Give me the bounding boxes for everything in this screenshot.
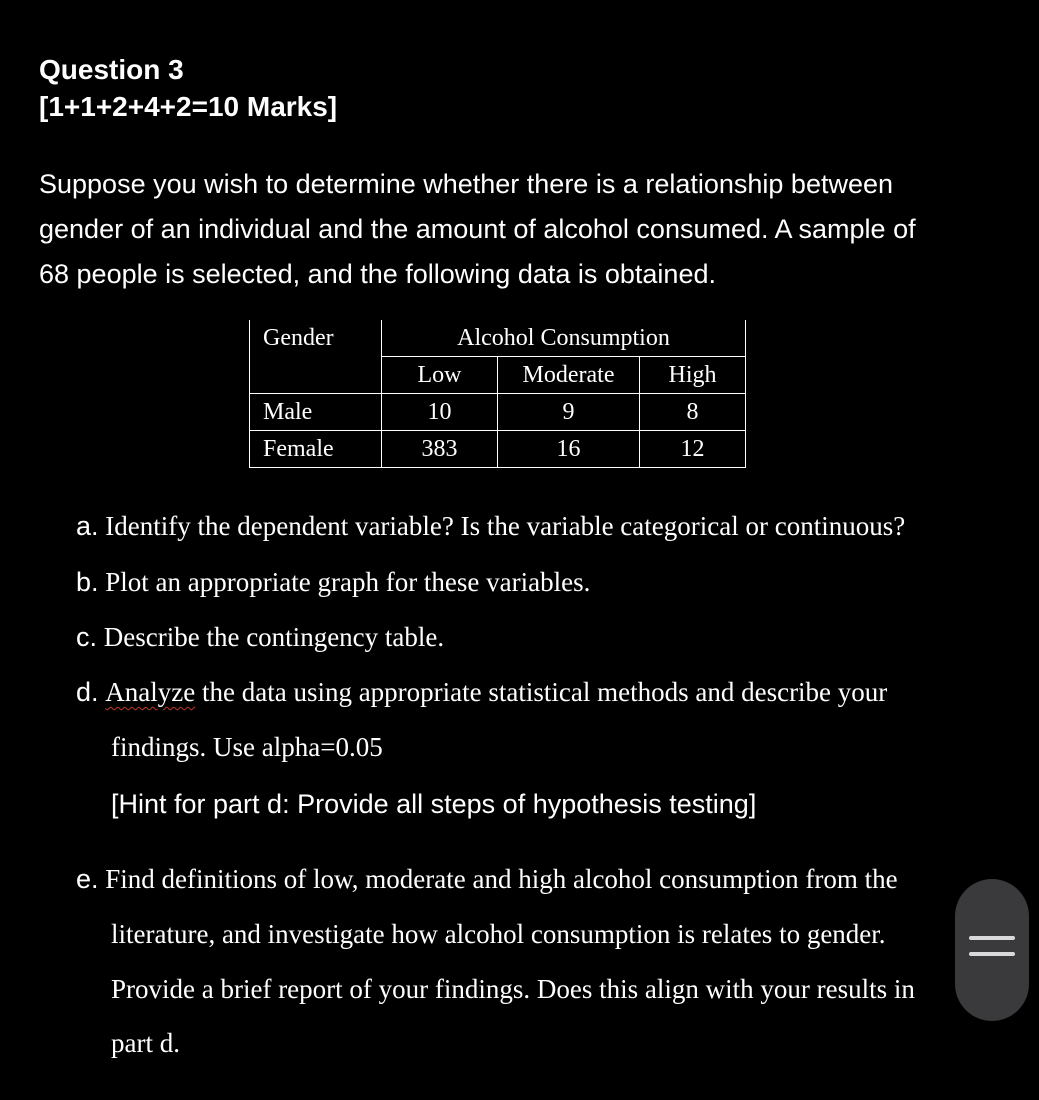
- cell-male-moderate: 9: [498, 394, 640, 431]
- intro-line-1: Suppose you wish to determine whether there is a relationship between: [39, 169, 894, 199]
- cell-female-moderate: 16: [498, 431, 640, 468]
- intro-line-2: gender of an individual and the amount of alcohol consumed. A sample of: [39, 214, 916, 244]
- drag-handle[interactable]: [955, 879, 1029, 1021]
- table-header-row: [250, 320, 746, 357]
- item-b-text: Plot an appropriate graph for these variables.: [105, 567, 591, 597]
- item-c-label: c.: [76, 622, 98, 652]
- item-a-label: a.: [76, 511, 99, 541]
- item-c-text: Describe the contingency table.: [103, 622, 445, 652]
- item-d: [76, 674, 887, 710]
- item-e-line-3: Provide a brief report of your findings. Does this align with your results in: [111, 974, 915, 1004]
- question-marks: [1+1+2+4+2=10 Marks]: [39, 91, 338, 122]
- row-label-male: Male: [250, 394, 382, 431]
- item-a-text: Identify the dependent variable? Is the variable categorical or continuous?: [105, 511, 906, 541]
- cell-female-high: 12: [640, 431, 746, 468]
- cell-male-low: 10: [382, 394, 498, 431]
- gender-header-blank: [250, 357, 382, 394]
- item-a: [76, 508, 905, 544]
- item-e: [76, 861, 898, 897]
- item-c: [76, 619, 444, 655]
- cell-female-low: 383: [382, 431, 498, 468]
- cell-male-high: 8: [640, 394, 746, 431]
- item-b-label: b.: [76, 567, 99, 597]
- handle-grip-icon: [969, 936, 1015, 940]
- column-header-high: High: [640, 357, 746, 394]
- gender-header: Gender: [250, 320, 382, 357]
- item-d-hint: [Hint for part d: Provide all steps of hypothesis testing]: [111, 789, 757, 819]
- item-e-line-4: part d.: [111, 1028, 180, 1058]
- table-row: [250, 431, 746, 468]
- contingency-table: [249, 320, 746, 468]
- question-title: Question 3: [39, 54, 184, 85]
- column-header-low: Low: [382, 357, 498, 394]
- intro-line-3: 68 people is selected, and the following data is obtained.: [39, 259, 716, 289]
- item-d-spellcheck-word: Analyze: [105, 677, 196, 707]
- handle-grip-icon: [969, 952, 1015, 956]
- item-e-line-2: literature, and investigate how alcohol consumption is relates to gender.: [111, 919, 886, 949]
- item-e-text: Find definitions of low, moderate and high alcohol consumption from the: [105, 864, 898, 894]
- item-d-line-2: findings. Use alpha=0.05: [111, 732, 383, 762]
- row-label-female: Female: [250, 431, 382, 468]
- table-subheader-row: [250, 357, 746, 394]
- table-row: [250, 394, 746, 431]
- item-d-label: d.: [76, 677, 99, 707]
- item-d-text: the data using appropriate statistical methods and describe your: [201, 677, 888, 707]
- intro-paragraph: [39, 162, 979, 297]
- column-header-moderate: Moderate: [498, 357, 640, 394]
- item-b: [76, 564, 590, 600]
- alcohol-consumption-header: Alcohol Consumption: [382, 320, 746, 357]
- item-e-label: e.: [76, 864, 99, 894]
